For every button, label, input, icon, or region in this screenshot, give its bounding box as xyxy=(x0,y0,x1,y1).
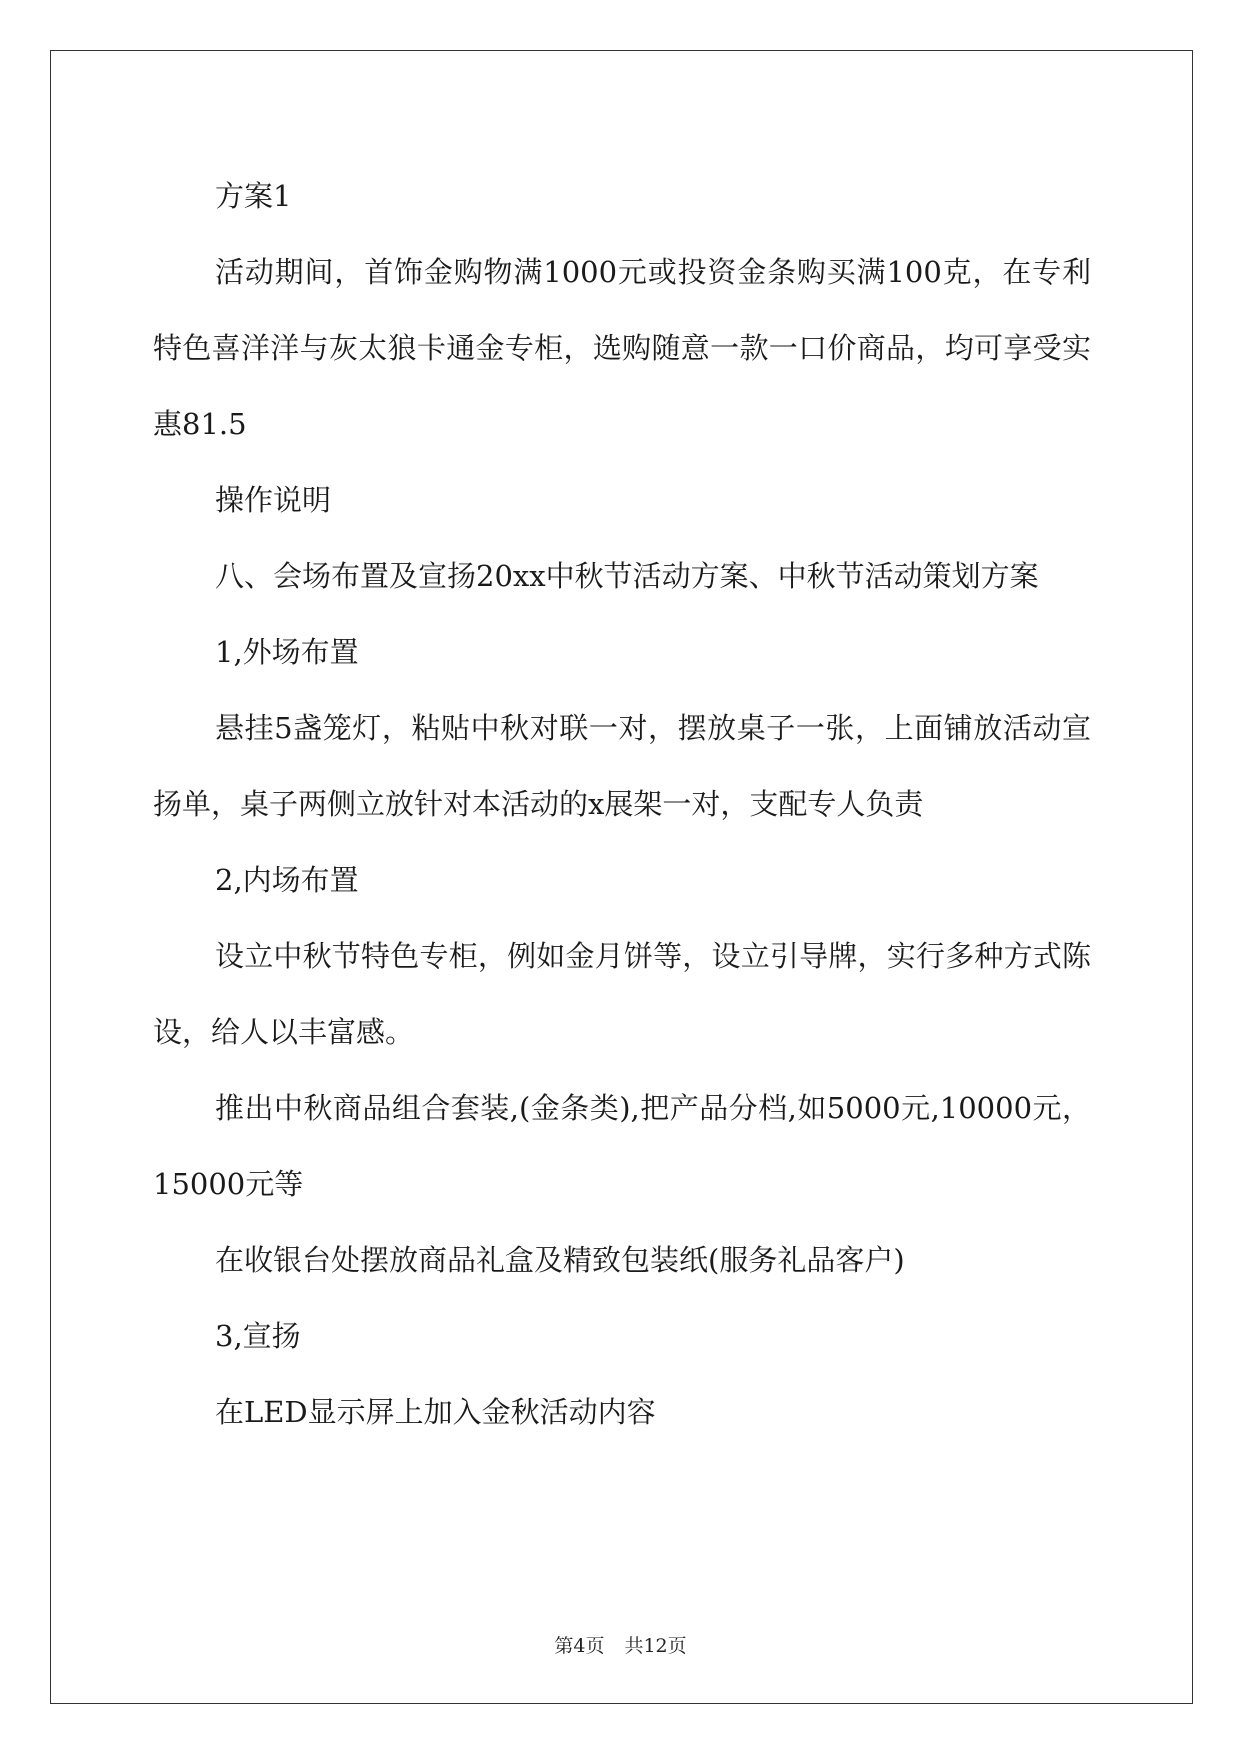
paragraph-5: 1,外场布置 xyxy=(215,635,359,669)
page-footer xyxy=(0,1634,1241,1658)
paragraph-1: 方案1 xyxy=(215,179,292,213)
paragraph-9: 推出中秋商品组合套装,(金条类),把产品分档,如5000元,10000元，15000元等 xyxy=(153,1091,1091,1201)
paragraph-3: 操作说明 xyxy=(215,483,332,517)
document-body xyxy=(153,158,1091,1450)
paragraph-11: 3,宣扬 xyxy=(215,1319,301,1353)
paragraph-12: 在LED显示屏上加入金秋活动内容 xyxy=(215,1395,656,1429)
paragraph-7: 2,内场布置 xyxy=(215,863,359,897)
paragraph-4: 八、会场布置及宣扬20xx中秋节活动方案、中秋节活动策划方案 xyxy=(215,559,1039,593)
page-total: 共12页 xyxy=(624,1635,687,1657)
paragraph-10: 在收银台处摆放商品礼盒及精致包装纸(服务礼品客户) xyxy=(215,1243,905,1277)
page-number: 第4页 xyxy=(554,1635,605,1657)
paragraph-2: 活动期间，首饰金购物满1000元或投资金条购买满100克，在专利特色喜洋洋与灰太狼卡通金专柜，选购随意一款一口价商品，均可享受实惠81.5 xyxy=(153,255,1091,441)
paragraph-6: 悬挂5盏笼灯，粘贴中秋对联一对，摆放桌子一张，上面铺放活动宣扬单，桌子两侧立放针对本活动的x展架一对，支配专人负责 xyxy=(153,711,1091,821)
paragraph-8: 设立中秋节特色专柜，例如金月饼等，设立引导牌，实行多种方式陈设，给人以丰富感。 xyxy=(153,939,1091,1049)
